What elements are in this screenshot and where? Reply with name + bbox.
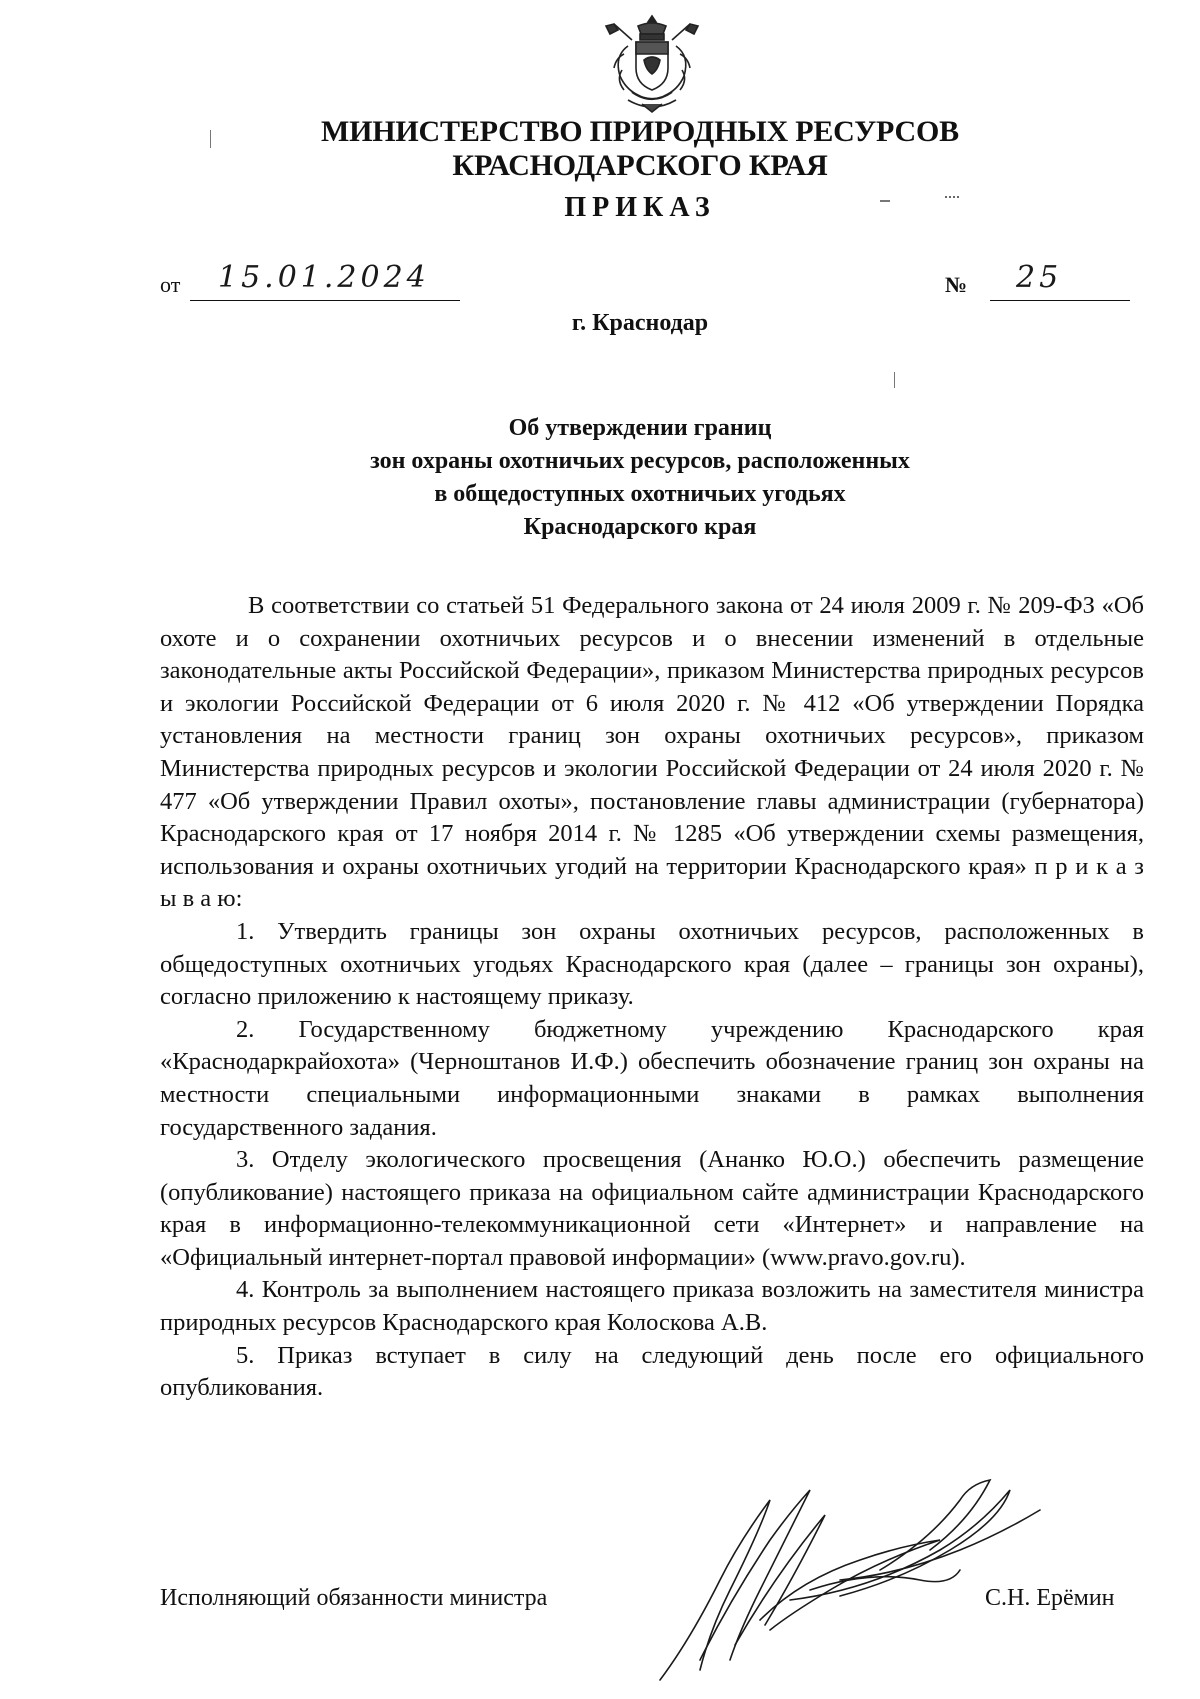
scan-speck bbox=[945, 196, 959, 212]
order-item-4: 4. Контроль за выполнением настоящего приказа возложить на заместителя министра природных ресурсов Краснодарского края Колоскова А.В. bbox=[160, 1276, 1144, 1337]
scan-speck bbox=[210, 130, 211, 148]
number-label: № bbox=[945, 272, 968, 297]
title-line4: Краснодарского края bbox=[523, 514, 757, 540]
date-prefix-label: от bbox=[160, 272, 181, 297]
document-type: ПРИКАЗ bbox=[564, 192, 716, 223]
date-field bbox=[190, 260, 460, 301]
krasnodar-coat-of-arms-icon bbox=[598, 12, 706, 116]
handwritten-signature-icon bbox=[640, 1470, 1060, 1690]
title-line2: зон охраны охотничьих ресурсов, расположенных bbox=[370, 448, 910, 474]
handwritten-date: 15.01.2024 bbox=[218, 260, 430, 295]
preamble-paragraph: В соответствии со статьей 51 Федерального закона от 24 июля 2009 г. № 209-ФЗ «Об охоте и о сохранении охотничьих ресурсов и о внесении изменений в отдельные законодательные акты Российской Федерации», приказом Министерства природных ресурсов и экологии Российской Федерации от 6 июля 2020 г. № 412 «Об утверждении Порядка установления на местности границ зон охраны охотничьих ресурсов», приказом Министерства природных ресурсов и экологии Российской Федерации от 24 июля 2020 г. № 477 «Об утверждении Правил охоты», постановление главы администрации (губернатора) Краснодарского края от 17 ноября 2014 г. № 1285 «Об утверждении схемы размещения, использования и охраны охотничьих угодий на территории Краснодарского края» п р и к а з ы в а ю: bbox=[160, 592, 1144, 913]
order-body bbox=[160, 590, 1144, 1405]
number-field bbox=[990, 260, 1130, 301]
city-label: г. Краснодар bbox=[571, 310, 709, 336]
order-item-2: 2. Государственному бюджетному учреждению Краснодарского края «Краснодаркрайохота» (Черноштанов И.Ф.) обеспечить обозначение границ зон охраны на местности специальными информационными знаками в рамках выполнения государственного задания. bbox=[160, 1015, 1144, 1141]
order-item-5: 5. Приказ вступает в силу на следующий день после его официального опубликования. bbox=[160, 1341, 1144, 1402]
order-item-1: 1. Утвердить границы зон охраны охотничьих ресурсов, расположенных в общедоступных охотничьих угодьях Краснодарского края (далее – границы зон охраны), согласно приложению к настоящему приказу. bbox=[160, 917, 1144, 1011]
signatory-position: Исполняющий обязанности министра bbox=[160, 1585, 548, 1611]
handwritten-number: 25 bbox=[1016, 260, 1063, 295]
title-line3: в общедоступных охотничьих угодьях bbox=[434, 481, 846, 507]
scan-speck bbox=[894, 372, 895, 388]
scan-speck bbox=[880, 200, 890, 202]
order-item-3: 3. Отделу экологического просвещения (Ананко Ю.О.) обеспечить размещение (опубликование) настоящего приказа на официальном сайте администрации Краснодарского края в информационно-телекоммуникационной сети «Интернет» и направление на «Официальный интернет-портал правовой информации» (www.pravo.gov.ru). bbox=[160, 1146, 1144, 1271]
title-line1: Об утверждении границ bbox=[508, 415, 772, 441]
ministry-name-line1: МИНИСТЕРСТВО ПРИРОДНЫХ РЕСУРСОВ bbox=[321, 115, 959, 148]
signatory-name: С.Н. Ерёмин bbox=[985, 1585, 1115, 1611]
order-title bbox=[40, 412, 1200, 544]
ministry-name-line2: КРАСНОДАРСКОГО КРАЯ bbox=[452, 149, 828, 182]
